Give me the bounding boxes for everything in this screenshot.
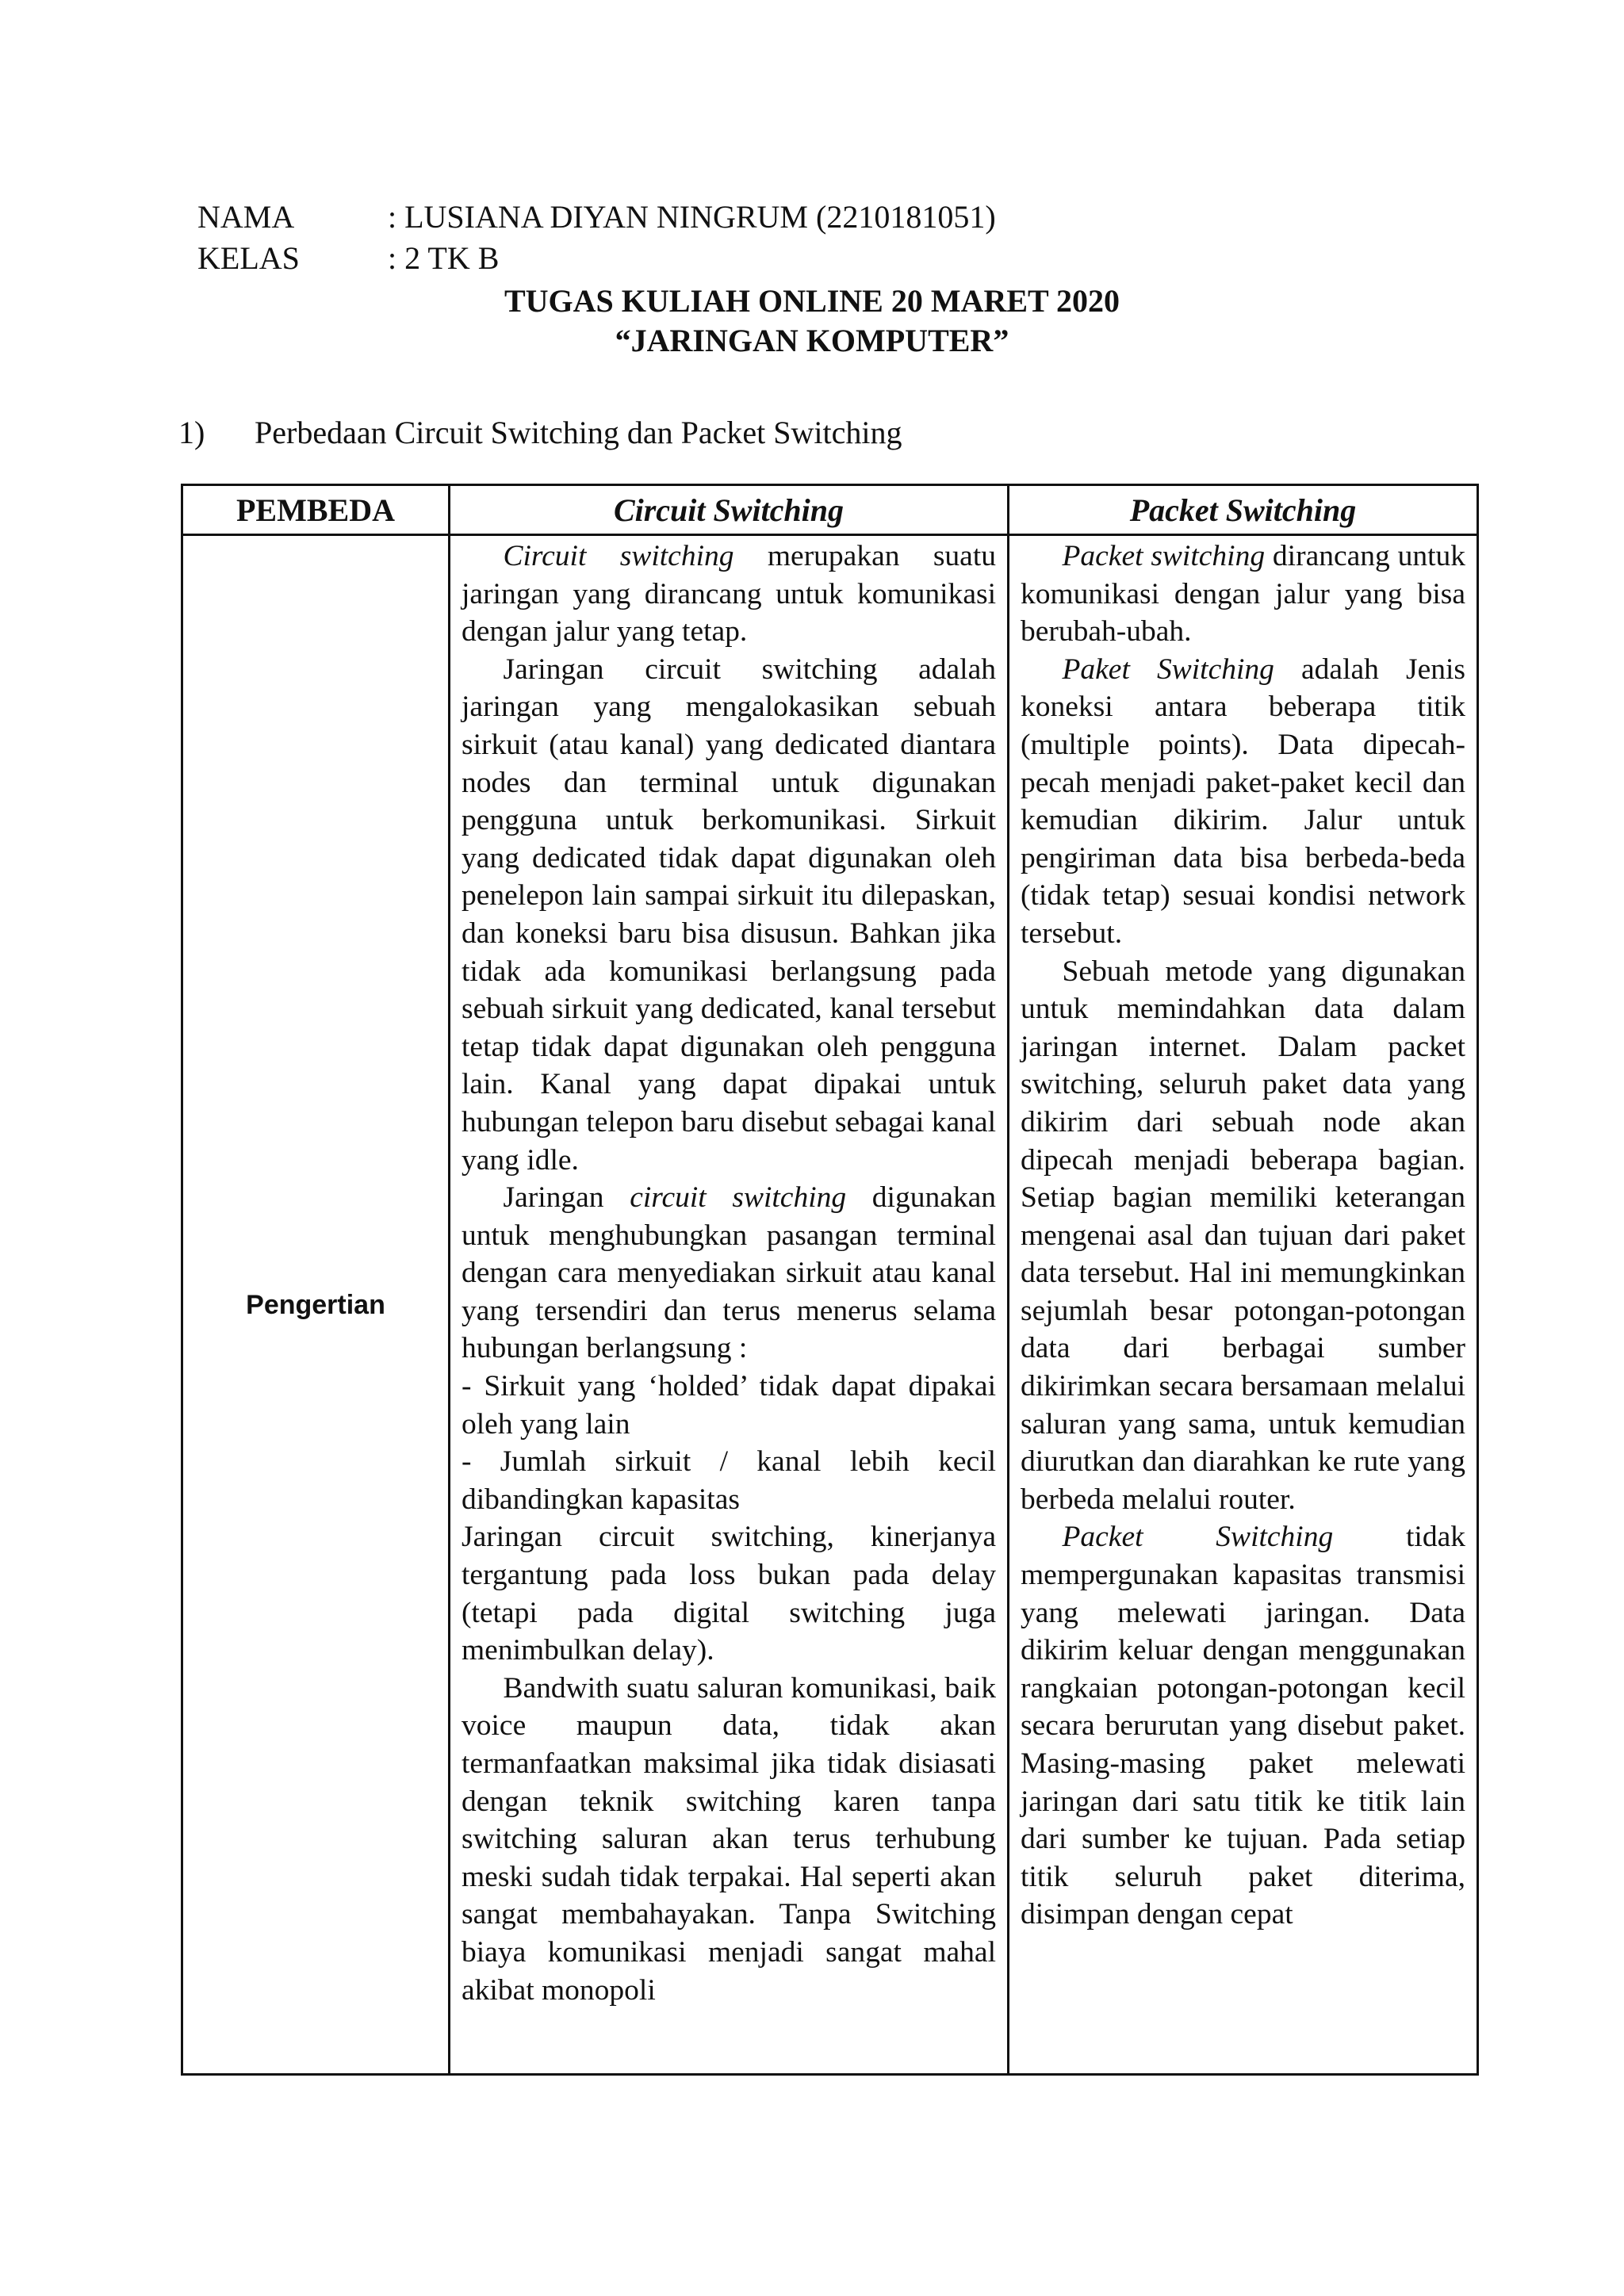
circuit-paragraph-1: Circuit switching merupakan suatu jaringan yang dirancang untuk komunikasi dengan jalur yang tetap. — [462, 540, 996, 649]
name-row — [197, 198, 996, 236]
class-label: KELAS — [197, 240, 300, 276]
packet-paragraph-2: Paket Switching adalah Jenis koneksi antara beberapa titik (multiple points). Data dipecah-pecah menjadi paket-paket kecil dan kemudian dikirim. Jalur untuk pengiriman data bisa berbeda-beda (tidak tetap) sesuai kondisi network tersebut. — [1021, 652, 1465, 950]
packet-paragraph-3: Sebuah metode yang digunakan untuk memindahkan data dalam jaringan internet. Dalam packet switching, seluruh paket data yang dikirim dari sebuah node akan dipecah menjadi beberapa bagian. Setiap bagian memiliki keterangan mengenai asal dan tujuan dari paket data tersebut. Hal ini memungkinkan sejumlah besar potongan-potongan data dari berbagai sumber dikirimkan secara bersamaan melalui saluran yang sama, untuk kemudian diurutkan dan diarahkan ke rute yang berbeda melalui router. — [1021, 955, 1465, 1516]
class-row — [197, 239, 499, 277]
circuit-bullet-1: - Sirkuit yang ‘holded’ tidak dapat dipakai oleh yang lain — [462, 1370, 996, 1441]
class-value: : 2 TK B — [388, 240, 500, 276]
packet-term: Packet switching — [1062, 540, 1266, 572]
circuit-paragraph-5: Bandwith suatu saluran komunikasi, baik voice maupun data, tidak akan termanfaatkan maksimal jika tidak disiasati dengan teknik switching karen tanpa switching saluran akan terus terhubung meski sudah tidak terpakai. Hal seperti akan sangat membahayakan. Tanpa Switching biaya komunikasi menjadi sangat mahal akibat monopoli — [462, 1671, 996, 2007]
table-header-row — [182, 485, 1478, 535]
assignment-title: TUGAS KULIAH ONLINE 20 MARET 2020 — [504, 283, 1120, 319]
table-row — [182, 535, 1478, 2075]
circuit-paragraph-2: Jaringan circuit switching adalah jaringan yang mengalokasikan sebuah sirkuit (atau kanal) yang dedicated diantara nodes dan terminal untuk digunakan pengguna untuk berkomunikasi. Sirkuit yang dedicated tidak dapat digunakan oleh penelepon lain sampai sirkuit itu dilepaskan, dan koneksi baru bisa disusun. Bahkan jika tidak ada komunikasi berlangsung pada sebuah sirkuit yang dedicated, kanal tersebut tetap tidak dapat digunakan oleh pengguna lain. Kanal yang dapat dipakai untuk hubungan telepon baru disebut sebagai kanal yang idle. — [462, 652, 996, 1177]
circuit-paragraph-3: Jaringan circuit switching digunakan untuk menghubungkan pasangan terminal dengan cara menyediakan sirkuit atau kanal yang tersendiri dan terus menerus selama hubungan berlangsung : — [462, 1181, 996, 1365]
circuit-paragraph-4: Jaringan circuit switching, kinerjanya tergantung pada loss bukan pada delay (tetapi pada digital switching juga menimbulkan delay). — [462, 1521, 996, 1667]
circuit-switching-cell — [450, 535, 1009, 2075]
course-title: “JARINGAN KOMPUTER” — [615, 323, 1009, 358]
question-text: Perbedaan Circuit Switching dan Packet Switching — [255, 415, 902, 450]
circuit-term: Circuit switching — [503, 540, 734, 572]
question-number: 1) — [178, 415, 205, 450]
packet-switching-cell — [1009, 535, 1478, 2075]
name-value: : LUSIANA DIYAN NINGRUM (2210181051) — [388, 199, 996, 235]
row-label-pengertian: Pengertian — [182, 535, 450, 2075]
header-circuit-switching: Circuit Switching — [450, 485, 1009, 535]
packet-paragraph-1: Packet switching dirancang untuk komunikasi dengan jalur yang bisa berubah-ubah. — [1021, 540, 1465, 649]
question-heading — [178, 414, 902, 452]
header-packet-switching: Packet Switching — [1009, 485, 1478, 535]
circuit-bullet-2: - Jumlah sirkuit / kanal lebih kecil dibandingkan kapasitas — [462, 1445, 996, 1516]
name-label: NAMA — [197, 199, 295, 235]
comparison-table — [181, 484, 1479, 2076]
packet-paragraph-4: Packet Switching tidak mempergunakan kapasitas transmisi yang melewati jaringan. Data dikirim keluar dengan menggunakan rangkaian potongan-potongan kecil secara berurutan yang disebut paket. Masing-masing paket melewati jaringan dari satu titik ke titik lain dari sumber ke tujuan. Pada setiap titik seluruh paket diterima, disimpan dengan cepat — [1021, 1521, 1465, 1931]
header-pembeda: PEMBEDA — [182, 485, 450, 535]
